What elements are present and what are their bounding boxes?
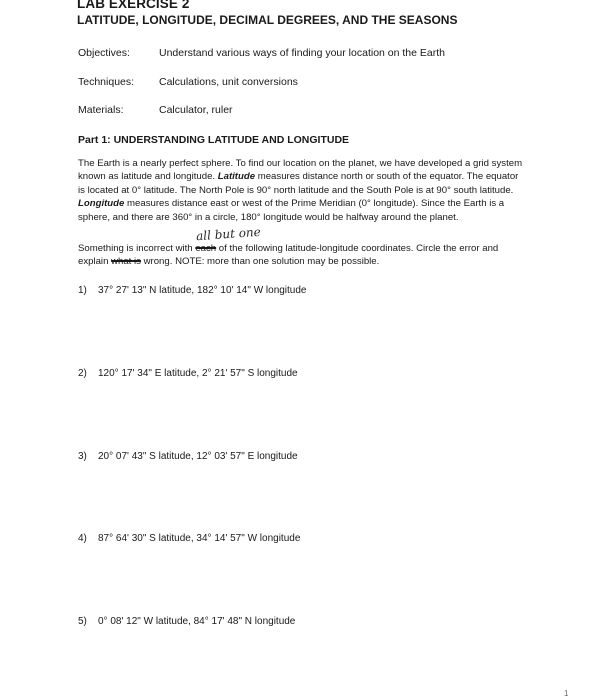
- lab-title: LAB EXERCISE 2: [77, 0, 190, 11]
- intro-line: [78, 170, 568, 183]
- question-text: 0° 08' 12" W latitude, 84° 17' 48" N longitude: [98, 616, 296, 627]
- intro-line: is located at 0° latitude. The North Pole is 90° north latitude and the South Pole is at 90° south latitude.: [78, 184, 514, 196]
- part1-heading: Part 1: UNDERSTANDING LATITUDE AND LONGITUDE: [78, 134, 350, 146]
- question-text: 20° 07' 43" S latitude, 12° 03' 57" E longitude: [98, 451, 298, 462]
- question-text: 87° 64' 30" S latitude, 34° 14' 57" W longitude: [98, 533, 301, 544]
- instruction-line: [78, 255, 568, 268]
- question-text: 120° 17' 34" E latitude, 2° 21' 57" S longitude: [98, 368, 298, 379]
- materials-label: Materials:: [78, 104, 124, 116]
- question-number: 3): [78, 451, 87, 462]
- question-number: 1): [78, 285, 87, 296]
- intro-line: The Earth is a nearly perfect sphere. To find our location on the planet, we have developed a grid system: [78, 158, 523, 169]
- question-1: [78, 285, 307, 296]
- question-number: 5): [78, 616, 87, 627]
- longitude-term: Longitude: [78, 198, 125, 210]
- question-4: [78, 533, 300, 544]
- objectives-value: Understand various ways of finding your location on the Earth: [159, 47, 445, 59]
- instruction-paragraph: [78, 242, 568, 269]
- page-number: 1: [564, 689, 569, 698]
- materials-value: Calculator, ruler: [159, 104, 233, 116]
- question-number: 2): [78, 368, 87, 379]
- techniques-value: Calculations, unit conversions: [159, 76, 298, 88]
- intro-text: known as latitude and longitude.: [78, 171, 216, 183]
- objectives-label: Objectives:: [78, 47, 130, 59]
- latitude-term: Latitude: [217, 171, 256, 183]
- intro-line: [78, 197, 568, 210]
- struck-phrase: what is: [111, 256, 141, 268]
- question-5: [78, 616, 295, 627]
- lab-subtitle: LATITUDE, LONGITUDE, DECIMAL DEGREES, AND THE SEASONS: [77, 13, 458, 27]
- instruction-line: [78, 242, 568, 255]
- question-2: [78, 368, 298, 379]
- handwritten-note: all but one: [195, 224, 262, 244]
- question-3: [78, 451, 298, 462]
- techniques-label: Techniques:: [78, 76, 135, 88]
- intro-text: measures distance east or west of the Prime Meridian (0° longitude). Since the Earth is a: [127, 198, 505, 210]
- struck-word: each: [195, 243, 217, 254]
- question-text: 37° 27' 13" N latitude, 182° 10' 14" W longitude: [98, 285, 307, 296]
- intro-text: measures distance north or south of the equator. The equator: [257, 171, 519, 183]
- instruction-text: Something is incorrect with: [78, 243, 196, 254]
- intro-line: sphere, and there are 360° in a circle, 180° longitude would be halfway around the planet.: [78, 211, 459, 223]
- intro-paragraph: [78, 157, 568, 224]
- instruction-text: explain: [78, 256, 112, 268]
- instruction-text: wrong. NOTE: more than one solution may be possible.: [140, 256, 380, 268]
- instruction-text: of the following latitude-longitude coordinates. Circle the error and: [216, 243, 499, 254]
- question-number: 4): [78, 533, 87, 544]
